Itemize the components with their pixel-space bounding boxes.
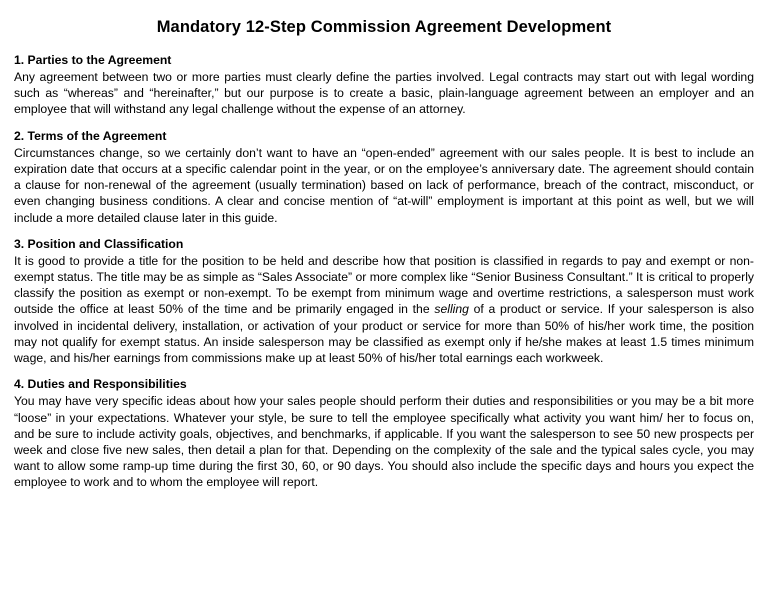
section-body-part-two: of a product or service. If your salesperson is also involved in incidental delivery, installation, or activation of your product or service for more than 50% of his/her work time, the position may not qualify for exempt status. An inside salesperson may be classified as exempt only if he/she makes at least 1.5 times minimum wage, and his/her earnings from commissions make up at least 50% of his/her total earnings each workweek.	[14, 302, 755, 366]
section-body: You may have very specific ideas about how your sales people should perform their duties and responsibilities or you may be a bit more “loose” in your expectations. Whatever your style, be sure to tell the employee specifically what activity you want him/ her to focus on, and be sure to include activity goals, objectives, and benchmarks, if applicable. If you want the salesperson to see 50 new prospects per week and close five new sales, then detail a plan for that. Depending on the complexity of the sale and the typical sales cycle, you may want to allow some ramp-up time during the first 30, 60, or 90 days. You should also include the specific days and hours you expect the employee to work and to whom the employee will report.	[14, 394, 754, 490]
section-heading: 3. Position and Classification	[14, 236, 184, 251]
section-terms-of-the-agreement	[14, 129, 754, 226]
section-body: Circumstances change, so we certainly don’t want to have an “open-ended” agreement with our sales people. It is best to include an expiration date that occurs at a specific calendar point in the year, or on the employee’s anniversary date. The agreement should contain a clause for non-renewal of the agreement (usually termination) based on lack of performance, breach of the contract, misconduct, or even changing business conditions. A clear and concise mention of “at-will” employment is important at this point as well, but we will include a more detailed clause later in this guide.	[14, 145, 754, 225]
section-body: Any agreement between two or more parties must clearly define the parties involved. Legal contracts may start out with legal wording such as “whereas” and “hereinafter,” but our purpose is to create a basic, plain-language agreement between an employer and an employee that will withstand any legal challenge without the expense of an attorney.	[14, 70, 754, 117]
section-duties-and-responsibilities	[14, 377, 754, 490]
section-body-part-one: It is good to provide a title for the position to be held and describe how that position is classified in regards to pay and exempt or non-exempt status. The title may be as simple as “Sales Associate” or more complex like “Senior Business Consultant.” It is critical to properly classify the position as exempt or non-exempt. To be exempt from minimum wage and overtime restrictions, a salesperson must work outside the office at least 50% of the time and be primarily engaged in the	[14, 253, 754, 317]
section-position-and-classification	[14, 237, 754, 367]
section-heading: 2. Terms of the Agreement	[14, 128, 167, 143]
section-body	[14, 253, 754, 367]
section-heading: 4. Duties and Responsibilities	[14, 377, 187, 392]
section-heading: 1. Parties to the Agreement	[14, 53, 172, 67]
section-parties-to-the-agreement	[14, 53, 754, 118]
page-title: Mandatory 12-Step Commission Agreement Development	[156, 18, 612, 36]
section-body-emphasis: selling	[434, 302, 469, 317]
